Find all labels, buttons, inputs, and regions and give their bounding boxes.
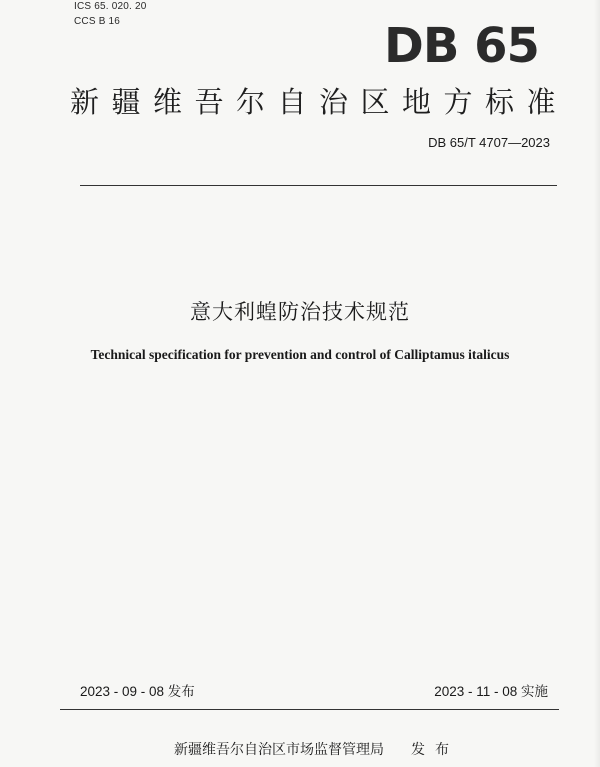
top-divider <box>80 185 557 186</box>
issue-date: 2023 - 09 - 08 发布 <box>80 684 195 699</box>
db-logo: DB 65 <box>384 18 539 74</box>
issuer-title: 新疆维吾尔自治区地方标准 <box>70 85 569 119</box>
publish-label: 发布 <box>411 742 459 758</box>
title-english: Technical specification for prevention and control of Calliptamus italicus <box>90 347 510 362</box>
bottom-divider <box>60 709 559 710</box>
standard-number: DB 65/T 4707—2023 <box>428 135 550 150</box>
publisher-name: 新疆维吾尔自治区市场监督管理局 <box>174 742 384 758</box>
title-chinese: 意大利蝗防治技术规范 <box>190 300 410 324</box>
ccs-code: CCS B 16 <box>74 16 121 27</box>
ics-code: ICS 65. 020. 20 <box>74 1 147 12</box>
implementation-date: 2023 - 11 - 08 实施 <box>434 684 548 699</box>
scan-edge-shadow <box>594 0 600 767</box>
